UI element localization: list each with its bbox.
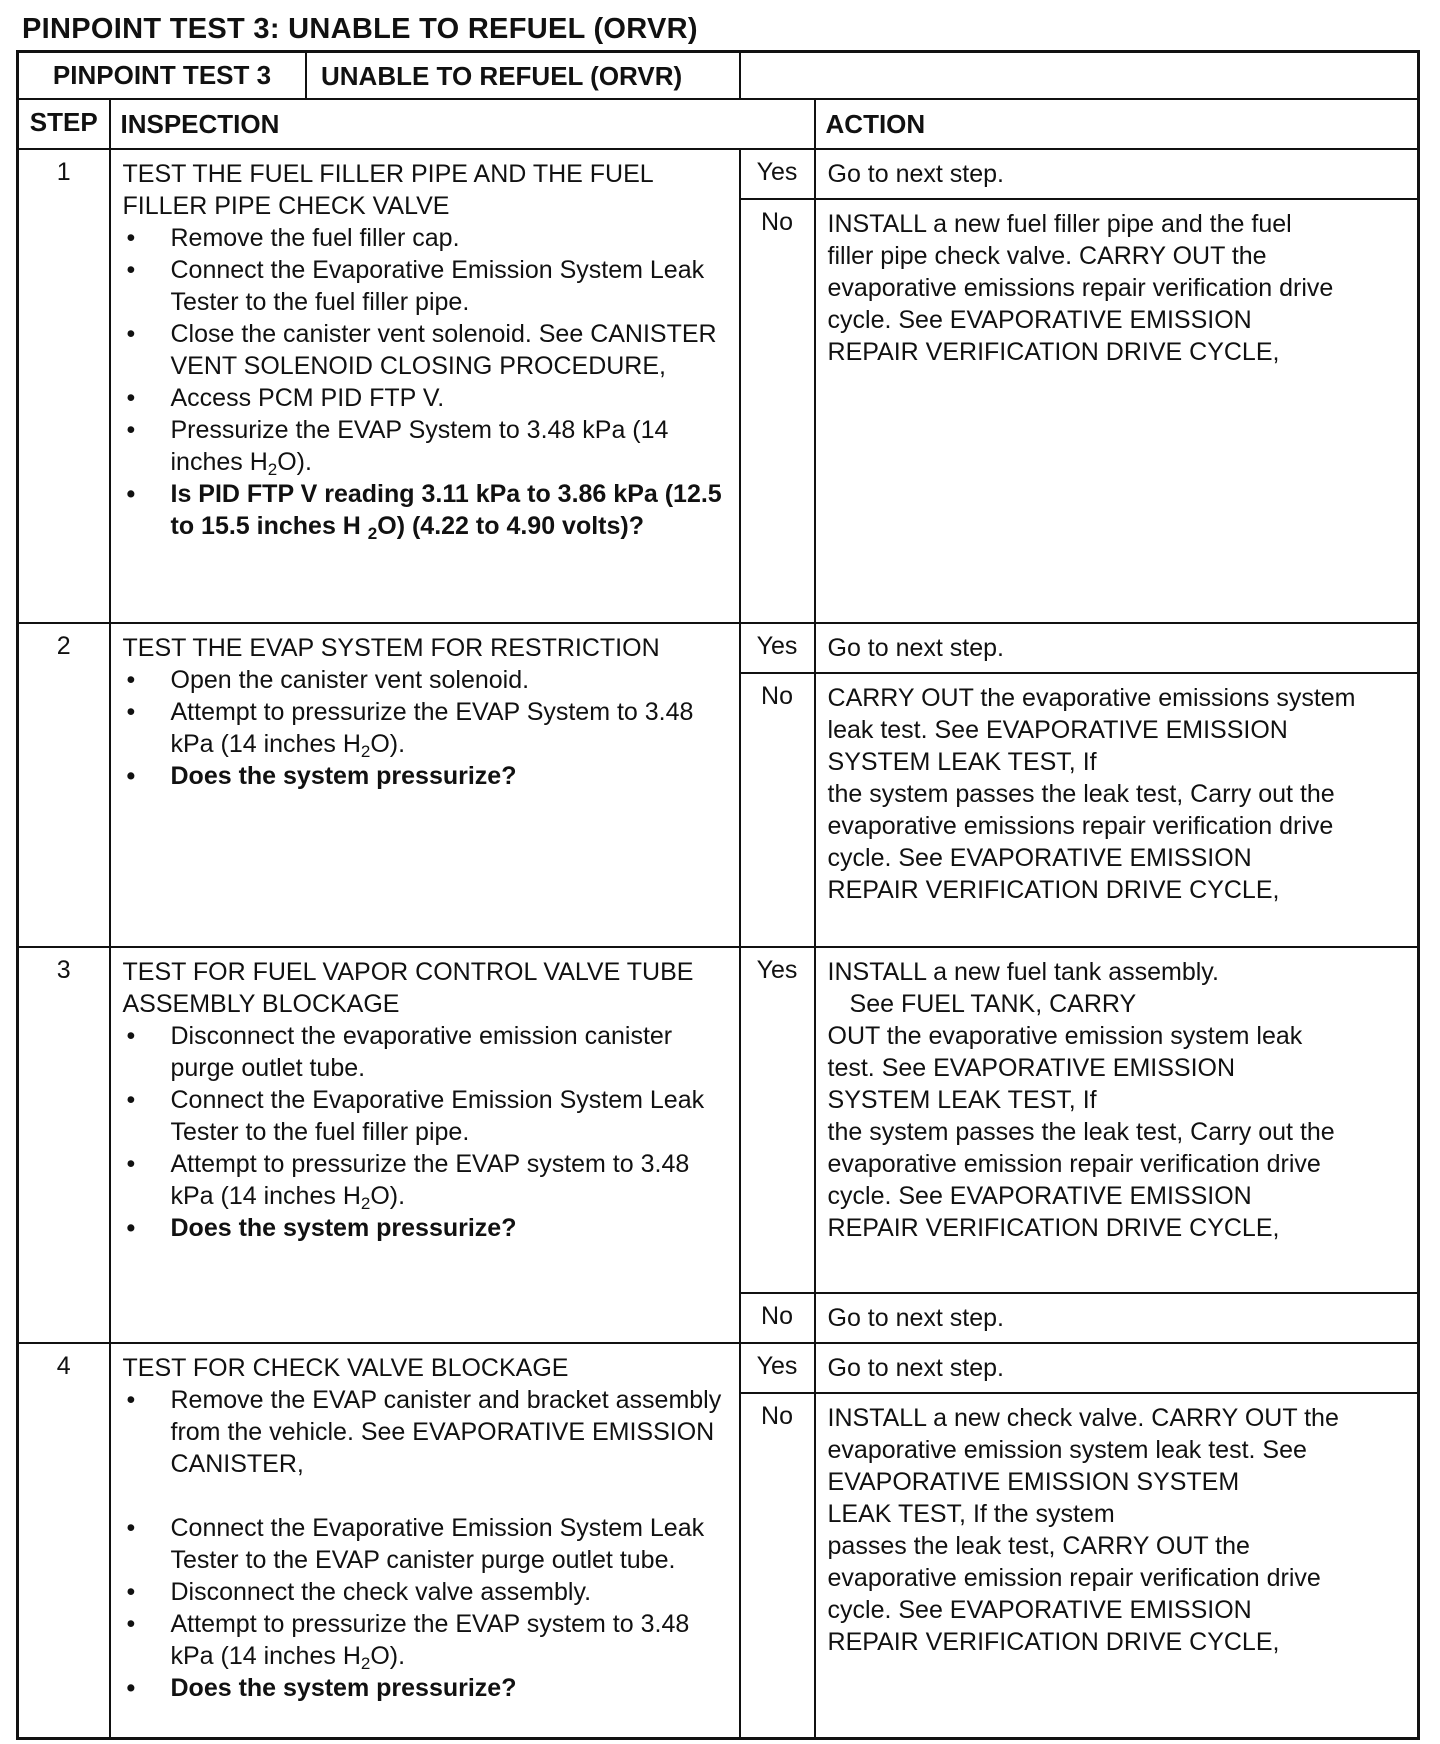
list-item: • Attempt to pressurize the EVAP system to 3.48 kPa (14 inches $H_2O$). [123, 1148, 729, 1212]
yes-action: Go to next step. [815, 149, 1419, 199]
inspection-cell [110, 149, 740, 623]
column-header-row [18, 99, 1419, 149]
no-action: INSTALL a new fuel filler pipe and the fuel filler pipe check valve. CARRY OUT the evaporative emissions repair verification drive cycle. See EVAPORATIVE EMISSION REPAIR VERIFICATION DRIVE CYCLE, [815, 199, 1419, 623]
pinpoint-test-table [16, 50, 1420, 1740]
list-item: • Pressurize the EVAP System to 3.48 kPa (14 inches $H_2O$). [123, 414, 729, 478]
list-item: • Remove the fuel filler cap. [123, 222, 729, 254]
inspection-title: TEST FOR CHECK VALVE BLOCKAGE [122, 1354, 569, 1382]
inspection-title: TEST FOR FUEL VAPOR CONTROL VALVE TUBE ASSEMBLY BLOCKAGE [122, 958, 694, 1018]
table-title-row [18, 52, 1419, 100]
yes-label: Yes [740, 1343, 815, 1393]
yes-action: INSTALL a new fuel tank assembly. See FUEL TANK, CARRY OUT the evaporative emission system leak test. See EVAPORATIVE EMISSION SYSTEM LEAK TEST, If the system passes the leak test, Carry out the evaporative emission repair verification drive cycle. See EVAPORATIVE EMISSION REPAIR VERIFICATION DRIVE CYCLE, [815, 947, 1419, 1293]
no-action: CARRY OUT the evaporative emissions system leak test. See EVAPORATIVE EMISSION SYSTEM LEAK TEST, If the system passes the leak test, Carry out the evaporative emissions repair verification drive cycle. See EVAPORATIVE EMISSION REPAIR VERIFICATION DRIVE CYCLE, [815, 673, 1419, 947]
list-item: • Connect the Evaporative Emission System Leak Tester to the fuel filler pipe. [123, 254, 729, 318]
no-action: Go to next step. [815, 1293, 1419, 1343]
no-label: No [740, 1393, 815, 1738]
inspection-list [123, 1020, 729, 1244]
col-header-inspection: INSPECTION [110, 99, 815, 149]
inspection-cell [110, 623, 740, 947]
inspection-cell [110, 1343, 740, 1738]
list-item: • Disconnect the check valve assembly. [123, 1576, 729, 1608]
inspection-title: TEST THE EVAP SYSTEM FOR RESTRICTION [122, 634, 660, 662]
inspection-question: • Is PID FTP V reading 3.11 kPa to 3.86 kPa (12.5 to 15.5 inches H $_2$O) (4.22 to 4.90 volts)? [123, 478, 729, 542]
yes-label: Yes [740, 947, 815, 1293]
inspection-title: TEST THE FUEL FILLER PIPE AND THE FUEL FILLER PIPE CHECK VALVE [122, 160, 653, 220]
yes-label: Yes [740, 623, 815, 673]
inspection-question: • Does the system pressurize? [123, 1672, 729, 1704]
table-title-blank [740, 52, 1419, 100]
col-header-step: STEP [18, 99, 110, 149]
yes-action: Go to next step. [815, 623, 1419, 673]
list-item: • Attempt to pressurize the EVAP system to 3.48 kPa (14 inches $H_2O$). [123, 1608, 729, 1672]
inspection-question: • Does the system pressurize? [123, 760, 729, 792]
list-item: • Attempt to pressurize the EVAP System to 3.48 kPa (14 inches $H_2O$). [123, 696, 729, 760]
table-title-left: PINPOINT TEST 3 [19, 53, 307, 98]
step-number: 2 [18, 623, 110, 947]
page-title: PINPOINT TEST 3: UNABLE TO REFUEL (ORVR) [22, 13, 698, 45]
col-header-action: ACTION [815, 99, 1419, 149]
inspection-cell [110, 947, 740, 1343]
no-action: INSTALL a new check valve. CARRY OUT the evaporative emission system leak test. See EVAPORATIVE EMISSION SYSTEM LEAK TEST, If the system passes the leak test, CARRY OUT the evaporative emission repair verification drive cycle. See EVAPORATIVE EMISSION REPAIR VERIFICATION DRIVE CYCLE, [815, 1393, 1419, 1738]
list-item: • Connect the Evaporative Emission System Leak Tester to the fuel filler pipe. [123, 1084, 729, 1148]
list-item: • Open the canister vent solenoid. [123, 664, 729, 696]
list-item: • Close the canister vent solenoid. See CANISTER VENT SOLENOID CLOSING PROCEDURE, [123, 318, 729, 382]
no-label: No [740, 1293, 815, 1343]
list-item: • Connect the Evaporative Emission System Leak Tester to the EVAP canister purge outlet tube. [123, 1512, 729, 1576]
table-title-right: UNABLE TO REFUEL (ORVR) [321, 60, 683, 91]
no-label: No [740, 673, 815, 947]
table-row [18, 1343, 1419, 1393]
yes-label: Yes [740, 149, 815, 199]
list-item: • Disconnect the evaporative emission canister purge outlet tube. [123, 1020, 729, 1084]
inspection-list [123, 1384, 729, 1704]
step-number: 3 [18, 947, 110, 1343]
table-row [18, 623, 1419, 673]
step-number: 4 [18, 1343, 110, 1738]
list-item: • Access PCM PID FTP V. [123, 382, 729, 414]
table-row [18, 947, 1419, 1293]
inspection-list [123, 222, 729, 542]
no-label: No [740, 199, 815, 623]
table-row [18, 149, 1419, 199]
table-title-cell [18, 52, 740, 100]
inspection-question: • Does the system pressurize? [123, 1212, 729, 1244]
list-item: • Remove the EVAP canister and bracket assembly from the vehicle. See EVAPORATIVE EMISSION CANISTER, [123, 1384, 729, 1480]
step-number: 1 [18, 149, 110, 623]
yes-action: Go to next step. [815, 1343, 1419, 1393]
inspection-list [123, 664, 729, 792]
